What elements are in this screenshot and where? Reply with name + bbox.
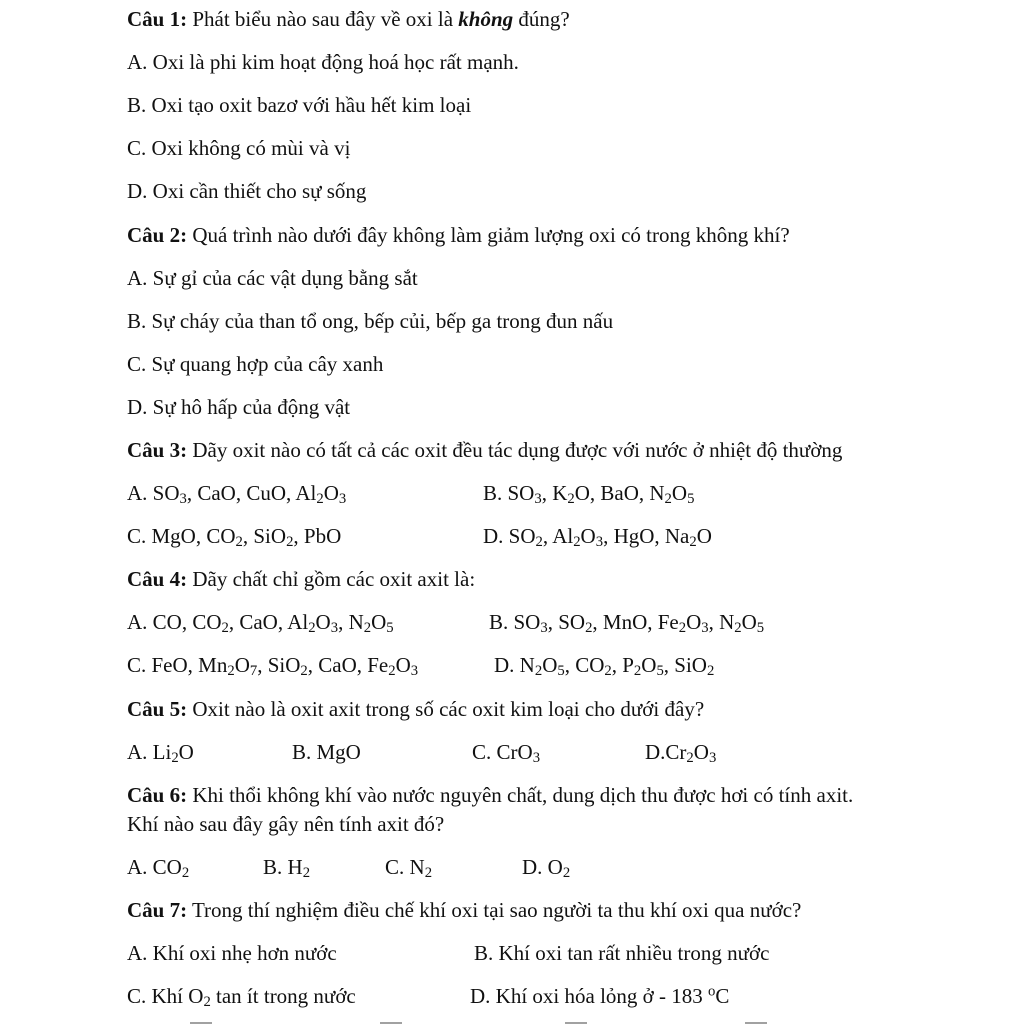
- question-text: Khi thổi không khí vào nước nguyên chất, dung dịch thu được hơi có tính axit.: [187, 783, 854, 807]
- option-7b: B. Khí oxi tan rất nhiều trong nước: [474, 941, 770, 965]
- question-text: Oxit nào là oxit axit trong số các oxit kim loại cho dưới đây?: [187, 697, 705, 721]
- question-text-end: đúng?: [513, 7, 570, 31]
- option-7d: D. Khí oxi hóa lỏng ở - 183 $^o$C: [470, 983, 730, 1008]
- question-emphasis: không: [458, 7, 514, 31]
- option-3c: C. MgO, $CO_2$, SiO$_2$, PbO: [127, 524, 342, 550]
- question-label: Câu 6:: [127, 783, 188, 807]
- question-text: Quá trình nào dưới đây không làm giảm lượng oxi có trong không khí?: [187, 223, 790, 247]
- option-6d: D. $O_2$: [522, 855, 571, 881]
- option-4d: D. $N_2O_5$, $CO_2$, $P_2O_5$, SiO$_2$: [494, 653, 715, 679]
- question-4: [127, 566, 475, 592]
- option-3b: B. $SO_3$, $K_2O$, BaO, $N_2O_5$: [483, 481, 695, 507]
- option-1c: C. Oxi không có mùi và vị: [127, 136, 351, 160]
- option-2b: B. Sự cháy của than tổ ong, bếp củi, bếp ga trong đun nấu: [127, 309, 614, 333]
- option-7c: C. Khí $O_2$ tan ít trong nước: [127, 984, 356, 1010]
- option-3d: D. $SO_2$, $Al_2O_3$, HgO, $Na_2O$: [483, 524, 712, 550]
- question-text: Trong thí nghiệm điều chế khí oxi tại sao người ta thu khí oxi qua nước?: [187, 898, 802, 922]
- option-1d: D. Oxi cần thiết cho sự sống: [127, 179, 367, 203]
- question-label: Câu 4:: [127, 567, 188, 591]
- option-6b: B. $H_2$: [263, 855, 311, 881]
- question-6: [127, 782, 853, 808]
- question-5: [127, 696, 704, 722]
- question-7: [127, 897, 801, 923]
- option-6a: A. $CO_2$: [127, 855, 190, 881]
- question-3: [127, 437, 842, 463]
- option-5a: A. $Li_2O$: [127, 740, 194, 766]
- option-2d: D. Sự hô hấp của động vật: [127, 395, 351, 419]
- option-5d: $D.Cr_2O_3$: [645, 740, 717, 766]
- option-2a: A. Sự gỉ của các vật dụng bằng sắt: [127, 266, 418, 290]
- option-2c: C. Sự quang hợp của cây xanh: [127, 352, 384, 376]
- question-2: [127, 222, 790, 248]
- question-6-line2: Khí nào sau đây gây nên tính axit đó?: [127, 812, 445, 836]
- option-1b: B. Oxi tạo oxit bazơ với hầu hết kim loại: [127, 93, 472, 117]
- option-1a: A. Oxi là phi kim hoạt động hoá học rất mạnh.: [127, 50, 519, 74]
- option-4b: B. $SO_3$, $SO_2$, MnO, $Fe_2O_3$, $N_2O_5$: [489, 610, 765, 636]
- cutoff-text-fragment: [190, 1016, 830, 1025]
- option-7a: A. Khí oxi nhẹ hơn nước: [127, 941, 337, 965]
- option-6c: C. $N_2$: [385, 855, 433, 881]
- option-4a: A. CO, $CO_2$, CaO, $Al_2O_3$, $N_2O_5$: [127, 610, 394, 636]
- question-label: Câu 1:: [127, 7, 188, 31]
- question-label: Câu 3:: [127, 438, 188, 462]
- question-text: Phát biểu nào sau đây về oxi là: [187, 7, 459, 31]
- question-label: Câu 5:: [127, 697, 188, 721]
- question-text: Dãy oxit nào có tất cả các oxit đều tác dụng được với nước ở nhiệt độ thường: [187, 438, 843, 462]
- option-4c: C. FeO, $Mn_2O_7$, SiO$_2$, CaO, $Fe_2O_3$: [127, 653, 419, 679]
- question-label: Câu 7:: [127, 898, 188, 922]
- option-5c: C. CrO$_3$: [472, 740, 541, 766]
- question-text: Dãy chất chỉ gồm các oxit axit là:: [187, 567, 476, 591]
- question-1: [127, 6, 570, 32]
- option-5b: B. MgO: [292, 740, 361, 764]
- question-label: Câu 2:: [127, 223, 188, 247]
- option-3a: A. $SO_3$, CaO, CuO, $Al_2O_3$: [127, 481, 347, 507]
